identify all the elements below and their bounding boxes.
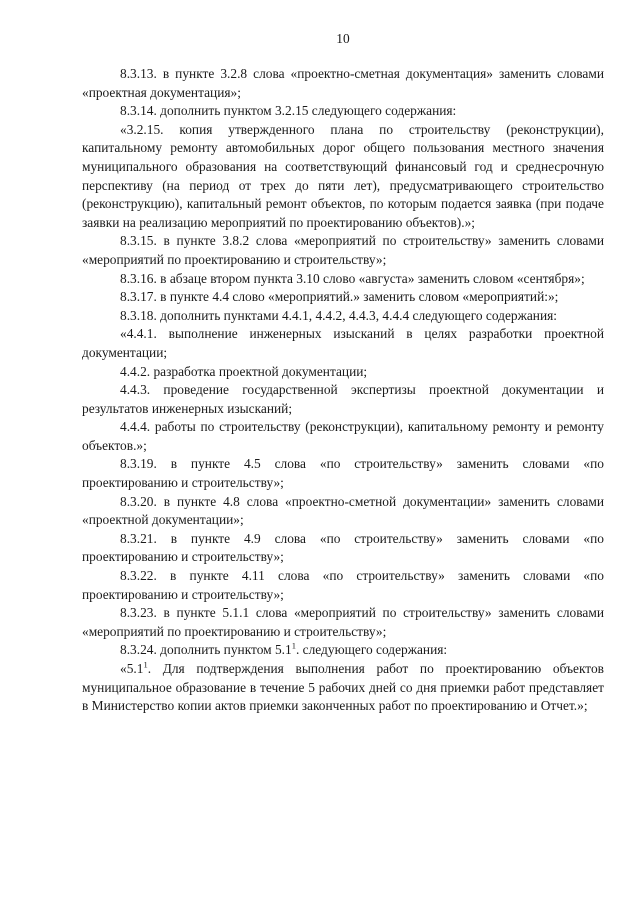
paragraph-4-4-2: 4.4.2. разработка проектной документации;	[120, 363, 368, 379]
superscript: 1	[143, 659, 148, 670]
paragraph-8-3-21: 8.3.21. в пункте 4.9 слова «по строительству» заменить словами «по проектированию и строительству»;	[82, 530, 604, 565]
paragraph-5-1-1	[82, 660, 604, 716]
paragraph-8-3-20: 8.3.20. в пункте 4.8 слова «проектно-сметной документации» заменить словами «проектной документации»;	[82, 493, 604, 528]
paragraph-8-3-24	[82, 641, 604, 660]
paragraph-4-4-4: 4.4.4. работы по строительству (реконструкции), капитальному ремонту и ремонту объектов.»;	[82, 419, 604, 453]
paragraph-8-3-14: 8.3.14. дополнить пунктом 3.2.15 следующего содержания:	[120, 103, 457, 119]
paragraph-8-3-23: 8.3.23. в пункте 5.1.1 слова «мероприятий по строительству» заменить словами «мероприятий по проектированию и строительству»;	[82, 605, 604, 639]
paragraph-8-3-16: 8.3.16. в абзаце втором пункта 3.10 слово «августа» заменить словом «сентября»;	[120, 270, 585, 286]
paragraph-8-3-22: 8.3.22. в пункте 4.11 слова «по строительству» заменить словами «по проектированию и строительству»;	[82, 568, 604, 602]
paragraph-8-3-19: 8.3.19. в пункте 4.5 слова «по строительству» заменить словами «по проектированию и строительству»;	[82, 456, 604, 491]
paragraph-text-start: 8.3.24. дополнить пунктом 5.1	[120, 642, 292, 658]
paragraph-8-3-17: 8.3.17. в пункте 4.4 слово «мероприятий.» заменить словом «мероприятий:»;	[120, 289, 559, 305]
superscript: 1	[291, 640, 296, 651]
paragraph-8-3-15: 8.3.15. в пункте 3.8.2 слова «мероприятий по строительству» заменить словами «мероприятий по проектированию и строительству»;	[82, 233, 604, 267]
page-number: 10	[336, 31, 350, 46]
paragraph-text-end: . Для подтверждения выполнения работ по проектированию объектов муниципальное образование в течение 5 рабочих дней со дня приемки работ представляет в Министерство копии актов приемки законченных работ по проектированию и Отчет.»;	[82, 661, 604, 714]
paragraph-text-end: . следующего содержания:	[295, 642, 448, 658]
paragraph-4-4-3: 4.4.3. проведение государственной экспертизы проектной документации и результатов инженерных изысканий;	[82, 382, 604, 416]
paragraph-8-3-18: 8.3.18. дополнить пунктами 4.4.1, 4.4.2, 4.4.3, 4.4.4 следующего содержания:	[120, 307, 558, 323]
paragraph-4-4-1: «4.4.1. выполнение инженерных изысканий в целях разработки проектной документации;	[82, 326, 604, 360]
paragraph-3-2-15: «3.2.15. копия утвержденного плана по строительству (реконструкции), капитальному ремонту автомобильных дорог общего пользования местного значения муниципального образования на соответствующий финансовый год и среднесрочную перспективу (на период от трех до пяти лет), предусматривающего строительство (реконструкцию), капитальный ремонт объектов, по которым подается заявка (при подаче заявки на реализацию мероприятий по проектированию объектов).»;	[82, 121, 604, 230]
paragraph-text-start: «5.1	[120, 661, 144, 676]
paragraph-8-3-13: 8.3.13. в пункте 3.2.8 слова «проектно-сметная документация» заменить словами «проектная документация»;	[82, 66, 604, 100]
